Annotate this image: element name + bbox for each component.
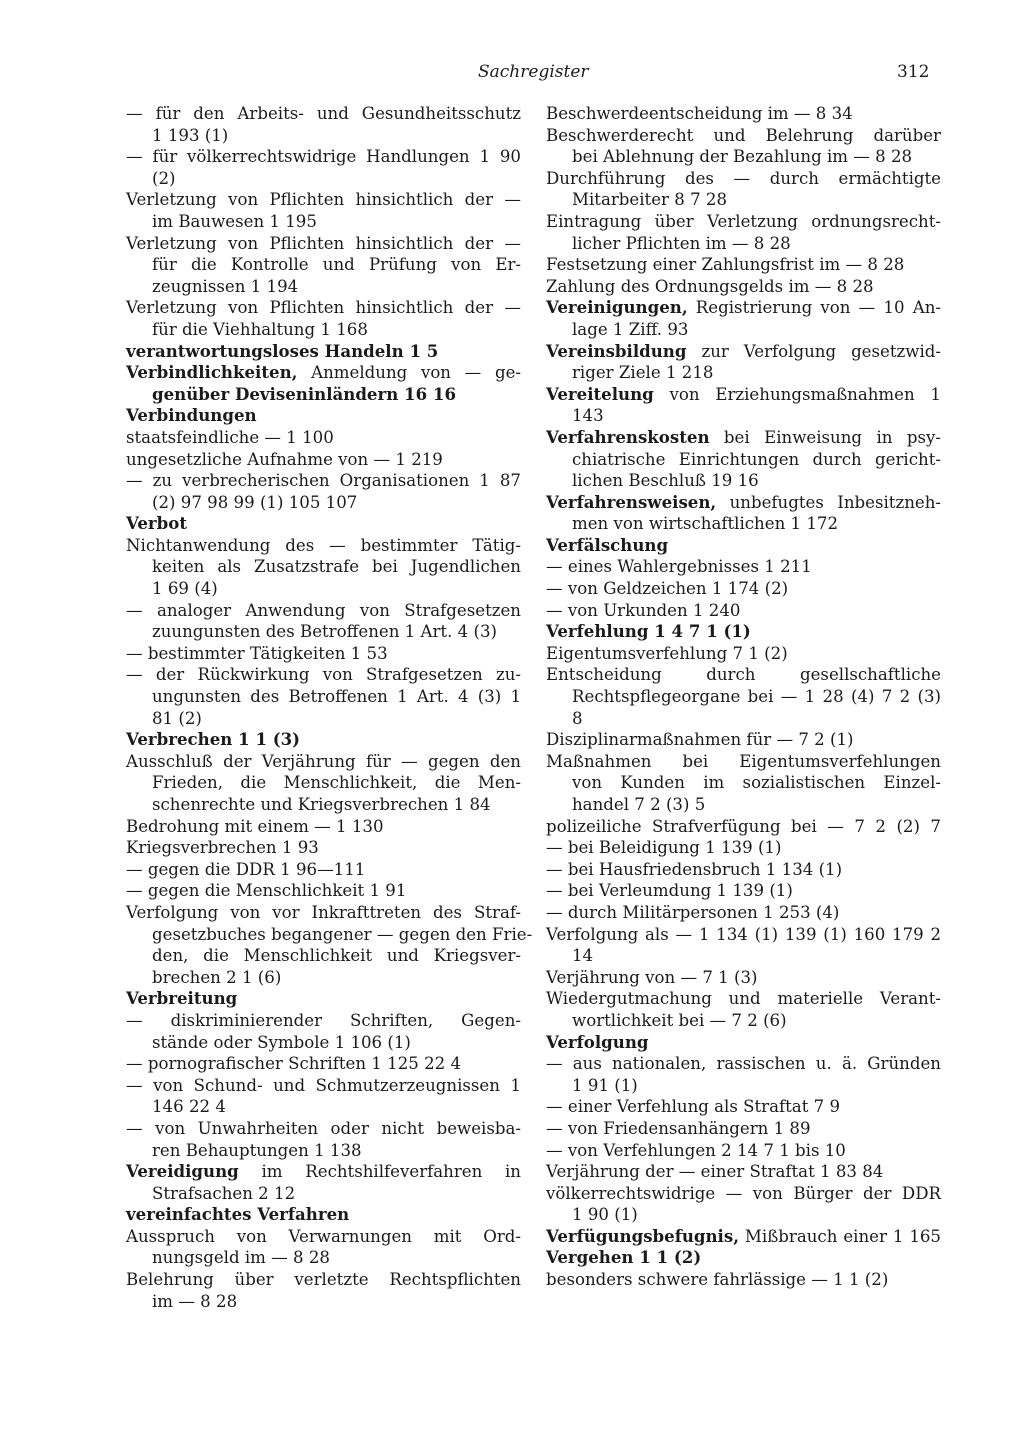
entry-text: Eintragung über Verletzung ordnungsrecht-	[546, 211, 941, 231]
index-entry-line	[126, 449, 521, 471]
index-entry-line	[126, 794, 521, 816]
index-entry-line	[126, 1096, 521, 1118]
entry-text: unbefugtes Inbesitzneh-	[716, 492, 941, 512]
index-entry-line	[126, 297, 521, 319]
index-entry-heading-line	[126, 729, 521, 751]
entry-text: bei Ablehnung der Bezahlung im — 8 28	[572, 147, 913, 167]
entry-text: Verletzung von Pflichten hinsichtlich der —	[126, 233, 521, 253]
entry-text: nungsgeld im — 8 28	[152, 1248, 330, 1268]
index-entry-line	[126, 254, 521, 276]
entry-text: Ausschluß der Verjährung für — gegen den	[126, 751, 521, 771]
index-entry-line	[126, 859, 521, 881]
entry-text: — gegen die DDR 1 96—111	[126, 859, 366, 879]
entry-text: — von Geldzeichen 1 174 (2)	[546, 579, 789, 599]
entry-text: lichen Beschluß 19 16	[572, 471, 759, 491]
entry-text: men von wirtschaftlichen 1 172	[572, 514, 839, 534]
entry-text: Ausspruch von Verwarnungen mit Ord-	[126, 1226, 521, 1246]
entry-text: — zu verbrecherischen Organisationen 1 87	[126, 471, 521, 491]
index-entry-line	[126, 643, 521, 665]
entry-text: von Erziehungsmaßnahmen 1	[653, 384, 941, 404]
entry-text: Bedrohung mit einem — 1 130	[126, 816, 384, 836]
entry-text: licher Pflichten im — 8 28	[572, 233, 791, 253]
entry-text: genüber Deviseninländern 16 16	[152, 383, 457, 404]
entry-text: 1 90 (1)	[572, 1205, 638, 1225]
entry-text: polizeiliche Strafverfügung bei — 7 2 (2) 7	[546, 816, 941, 836]
index-entry-line	[546, 816, 941, 838]
entry-text: — für den Arbeits- und Gesundheitsschutz	[126, 104, 521, 123]
index-entry-line	[546, 1161, 941, 1183]
entry-keyword: Verfügungsbefugnis,	[546, 1225, 739, 1246]
index-entry-line	[126, 427, 521, 449]
index-entry-line	[126, 319, 521, 341]
entry-text: Maßnahmen bei Eigentumsverfehlungen	[546, 751, 941, 771]
index-entry-heading-line	[546, 384, 941, 406]
index-entry-line	[546, 967, 941, 989]
entry-text: Rechtspflegeorgane bei — 1 28 (4) 7 2 (3)	[572, 687, 941, 707]
entry-text: — gegen die Menschlichkeit 1 91	[126, 881, 407, 901]
entry-text: — von Schund- und Schmutzerzeugnissen 1	[126, 1075, 521, 1095]
entry-text: zuungunsten des Betroffenen 1 Art. 4 (3)	[152, 622, 497, 642]
index-entry-heading-line	[546, 1032, 941, 1054]
index-entry-line	[546, 643, 941, 665]
entry-text: ungunsten des Betroffenen 1 Art. 4 (3) 1	[152, 687, 521, 707]
index-entry-line	[126, 621, 521, 643]
index-entry-line	[126, 880, 521, 902]
entry-keyword: Verfahrenskosten	[546, 426, 710, 447]
entry-keyword: vereinfachtes Verfahren	[126, 1204, 350, 1225]
entry-text: 143	[572, 406, 604, 426]
entry-text: Verletzung von Pflichten hinsichtlich der —	[126, 298, 521, 318]
entry-text: Nichtanwendung des — bestimmter Tätig-	[126, 535, 521, 555]
entry-text: — pornografischer Schriften 1 125 22 4	[126, 1054, 462, 1074]
running-header-title: Sachregister	[478, 62, 589, 82]
index-entry-heading-line	[126, 1161, 521, 1183]
index-entry-heading-line	[126, 988, 521, 1010]
entry-keyword: Vergehen 1 1 (2)	[546, 1247, 702, 1268]
entry-text: zur Verfolgung gesetzwid-	[686, 341, 941, 361]
entry-text: — für völkerrechtswidrige Handlungen 1 90	[126, 147, 521, 167]
entry-text: 8	[572, 708, 583, 728]
index-entry-line	[546, 1269, 941, 1291]
entry-text: brechen 2 1 (6)	[152, 967, 282, 987]
entry-text: bei Einweisung in psy-	[709, 427, 941, 447]
index-entry-line	[126, 751, 521, 773]
index-entry-line	[126, 945, 521, 967]
index-entry-line	[546, 1075, 941, 1097]
index-entry-line	[546, 578, 941, 600]
entry-text: — bestimmter Tätigkeiten 1 53	[126, 643, 388, 663]
entry-text: Verfolgung von vor Inkrafttreten des Straf-	[126, 902, 521, 922]
entry-text: — von Friedensanhängern 1 89	[546, 1118, 811, 1138]
entry-text: Durchführung des — durch ermächtigte	[546, 168, 941, 188]
index-entry-line	[546, 708, 941, 730]
index-entry-line	[126, 1247, 521, 1269]
entry-text: (2)	[152, 168, 176, 188]
index-entry-line	[546, 1204, 941, 1226]
index-entry-line	[546, 1118, 941, 1140]
index-entry-line	[546, 470, 941, 492]
index-entry-line	[546, 168, 941, 190]
index-entry-line	[126, 902, 521, 924]
index-entry-heading-line	[546, 427, 941, 449]
index-entry-line	[546, 1183, 941, 1205]
entry-text: lage 1 Ziff. 93	[572, 319, 689, 339]
index-entry-line	[126, 1291, 521, 1313]
index-entry-line	[126, 1032, 521, 1054]
entry-text: — eines Wahlergebnisses 1 211	[546, 557, 812, 577]
index-entry-line	[126, 211, 521, 233]
entry-text: Kriegsverbrechen 1 93	[126, 838, 319, 858]
index-entry-line	[126, 1075, 521, 1097]
entry-text: Zahlung des Ordnungsgelds im — 8 28	[546, 276, 874, 296]
entry-text: Verjährung von — 7 1 (3)	[546, 967, 758, 987]
index-entry-line	[126, 168, 521, 190]
entry-text: riger Ziele 1 218	[572, 363, 714, 383]
index-entry-line	[126, 686, 521, 708]
entry-text: — von Unwahrheiten oder nicht beweisba-	[126, 1118, 521, 1138]
entry-text: ren Behauptungen 1 138	[152, 1140, 362, 1160]
index-entry-line	[546, 945, 941, 967]
index-entry-line	[546, 988, 941, 1010]
index-entry-line	[546, 146, 941, 168]
entry-keyword: Verbindungen	[126, 405, 257, 426]
entry-text: von Kunden im sozialistischen Einzel-	[572, 773, 941, 793]
entry-keyword: Vereitelung	[546, 383, 654, 404]
index-entry-line	[546, 449, 941, 471]
entry-keyword: Verfahrensweisen,	[546, 491, 717, 512]
entry-keyword: Verfehlung 1 4 7 1 (1)	[546, 621, 751, 642]
index-entry-line	[126, 578, 521, 600]
entry-keyword: verantwortungsloses Handeln 1 5	[126, 340, 439, 361]
index-entry-line	[546, 924, 941, 946]
entry-text: Registrierung von — 10 An-	[687, 298, 941, 318]
index-entry-line	[546, 103, 941, 125]
index-entry-line	[546, 1140, 941, 1162]
entry-text: — bei Hausfriedensbruch 1 134 (1)	[546, 859, 843, 879]
entry-text: — bei Verleumdung 1 139 (1)	[546, 881, 793, 901]
right-index-column	[546, 103, 941, 1291]
entry-text: Mitarbeiter 8 7 28	[572, 190, 728, 210]
index-entry-line	[546, 1096, 941, 1118]
index-entry-line	[546, 233, 941, 255]
entry-text: ungesetzliche Aufnahme von — 1 219	[126, 449, 443, 469]
index-entry-line	[546, 1010, 941, 1032]
entry-text: — einer Verfehlung als Straftat 7 9	[546, 1097, 841, 1117]
index-entry-line	[546, 686, 941, 708]
index-entry-line	[546, 772, 941, 794]
entry-text: 14	[572, 946, 594, 966]
index-entry-line	[126, 492, 521, 514]
entry-text: staatsfeindliche — 1 100	[126, 427, 334, 447]
index-entry-line	[126, 556, 521, 578]
index-entry-line	[546, 276, 941, 298]
index-entry-line	[126, 816, 521, 838]
entry-text: — diskriminierender Schriften, Gegen-	[126, 1010, 521, 1030]
entry-text: Beschwerdeentscheidung im — 8 34	[546, 104, 853, 123]
entry-text: Strafsachen 2 12	[152, 1183, 296, 1203]
index-entry-line	[546, 362, 941, 384]
entry-text: im Rechtshilfeverfahren in	[238, 1162, 521, 1182]
entry-text: Beschwerderecht und Belehrung darüber	[546, 125, 941, 145]
index-entry-line	[546, 319, 941, 341]
entry-text: gesetzbuches begangener — gegen den Frie-	[152, 924, 533, 944]
index-entry-line	[126, 189, 521, 211]
index-entry-line	[126, 146, 521, 168]
index-entry-line	[126, 1269, 521, 1291]
index-entry-line	[546, 211, 941, 233]
index-entry-heading-line	[126, 1204, 521, 1226]
index-entry-line	[126, 1226, 521, 1248]
entry-text: 1 69 (4)	[152, 579, 218, 599]
entry-text: Festsetzung einer Zahlungsfrist im — 8 28	[546, 255, 905, 275]
page-number: 312	[897, 62, 930, 82]
index-entry-line	[546, 405, 941, 427]
entry-text: den, die Menschlichkeit und Kriegsver-	[152, 946, 521, 966]
entry-text: 146 22 4	[152, 1097, 226, 1117]
index-entry-heading-line	[546, 535, 941, 557]
index-entry-line	[546, 556, 941, 578]
entry-text: im Bauwesen 1 195	[152, 211, 317, 231]
index-entry-heading-line	[546, 492, 941, 514]
entry-text: Verfolgung als — 1 134 (1) 139 (1) 160 179 2	[546, 924, 941, 944]
index-entry-line	[126, 1118, 521, 1140]
entry-text: — durch Militärpersonen 1 253 (4)	[546, 902, 840, 922]
entry-text: — analoger Anwendung von Strafgesetzen	[126, 600, 521, 620]
index-entry-line	[546, 664, 941, 686]
entry-keyword: Vereinigungen,	[546, 297, 688, 318]
entry-text: — von Verfehlungen 2 14 7 1 bis 10	[546, 1140, 846, 1160]
index-entry-line	[546, 125, 941, 147]
entry-text: zeugnissen 1 194	[152, 276, 299, 296]
entry-text: Wiedergutmachung und materielle Verant-	[546, 989, 941, 1009]
index-entry-line	[126, 1010, 521, 1032]
index-entry-line	[126, 924, 533, 946]
index-entry-line	[126, 837, 521, 859]
entry-text: wortlichkeit bei — 7 2 (6)	[572, 1010, 787, 1030]
entry-text: Anmeldung von — ge-	[297, 363, 521, 383]
index-entry-line	[546, 254, 941, 276]
entry-text: Mißbrauch einer 1 165	[738, 1226, 941, 1246]
index-entry-heading-line	[546, 341, 941, 363]
entry-keyword: Verfälschung	[546, 534, 669, 555]
entry-text: Entscheidung durch gesellschaftliche	[546, 665, 941, 685]
entry-keyword: Verfolgung	[546, 1031, 649, 1052]
entry-text: stände oder Symbole 1 106 (1)	[152, 1032, 411, 1052]
entry-text: (2) 97 98 99 (1) 105 107	[152, 492, 358, 512]
index-entry-line	[546, 513, 941, 535]
entry-keyword: Verbrechen 1 1 (3)	[126, 729, 301, 750]
entry-text: Belehrung über verletzte Rechtspflichten	[126, 1270, 521, 1290]
index-entry-line	[546, 837, 941, 859]
index-entry-line	[546, 600, 941, 622]
entry-text: Verjährung der — einer Straftat 1 83 84	[546, 1162, 884, 1182]
index-entry-line	[126, 384, 521, 406]
index-entry-heading-line	[126, 513, 521, 535]
index-entry-line	[126, 233, 521, 255]
index-entry-line	[126, 664, 521, 686]
entry-keyword: Verbot	[126, 513, 187, 534]
index-entry-heading-line	[546, 1247, 941, 1269]
entry-text: besonders schwere fahrlässige — 1 1 (2)	[546, 1270, 889, 1290]
index-entry-heading-line	[546, 621, 941, 643]
entry-text: 1 193 (1)	[152, 125, 229, 145]
entry-keyword: Verbreitung	[126, 988, 238, 1009]
entry-text: völkerrechtswidrige — von Bürger der DDR	[546, 1183, 941, 1203]
left-index-column	[126, 103, 533, 1312]
entry-text: handel 7 2 (3) 5	[572, 795, 706, 814]
index-entry-heading-line	[546, 297, 941, 319]
index-entry-line	[546, 1053, 941, 1075]
index-entry-line	[546, 189, 941, 211]
index-entry-line	[546, 859, 941, 881]
entry-keyword: Verbindlichkeiten,	[126, 362, 298, 383]
entry-text: chiatrische Einrichtungen durch gericht-	[572, 449, 941, 469]
entry-text: keiten als Zusatzstrafe bei Jugendlichen	[152, 557, 521, 577]
entry-text: — von Urkunden 1 240	[546, 600, 741, 620]
index-entry-heading-line	[126, 405, 521, 427]
entry-text: — aus nationalen, rassischen u. ä. Gründen	[546, 1054, 941, 1074]
index-entry-line	[126, 103, 521, 125]
index-entry-line	[126, 470, 521, 492]
entry-text: Eigentumsverfehlung 7 1 (2)	[546, 643, 788, 663]
index-entry-line	[126, 1140, 521, 1162]
index-entry-line	[126, 708, 521, 730]
entry-text: Verletzung von Pflichten hinsichtlich der —	[126, 190, 521, 210]
index-entry-heading-line	[126, 341, 521, 363]
entry-text: für die Viehhaltung 1 168	[152, 319, 368, 339]
entry-text: für die Kontrolle und Prüfung von Er-	[152, 255, 521, 275]
entry-text: — der Rückwirkung von Strafgesetzen zu-	[126, 665, 521, 685]
index-entry-line	[546, 880, 941, 902]
index-entry-line	[126, 535, 521, 557]
entry-text: Frieden, die Menschlichkeit, die Men-	[152, 773, 521, 793]
entry-text: im — 8 28	[152, 1291, 238, 1311]
index-entry-line	[126, 772, 521, 794]
index-entry-line	[546, 729, 941, 751]
index-entry-line	[126, 1053, 521, 1075]
index-entry-line	[126, 967, 521, 989]
index-entry-line	[126, 1183, 521, 1205]
index-entry-line	[546, 794, 941, 816]
index-entry-line	[546, 902, 941, 924]
entry-keyword: Vereidigung	[126, 1161, 239, 1182]
index-entry-heading-line	[126, 362, 521, 384]
entry-text: 81 (2)	[152, 708, 202, 728]
index-entry-line	[126, 276, 521, 298]
index-entry-line	[546, 751, 941, 773]
entry-text: — bei Beleidigung 1 139 (1)	[546, 838, 782, 858]
entry-keyword: Vereinsbildung	[546, 340, 687, 361]
index-entry-heading-line	[546, 1226, 941, 1248]
entry-text: Disziplinarmaßnahmen für — 7 2 (1)	[546, 730, 854, 750]
index-entry-line	[126, 125, 521, 147]
entry-text: 1 91 (1)	[572, 1075, 638, 1095]
index-entry-line	[126, 600, 521, 622]
entry-text: schenrechte und Kriegsverbrechen 1 84	[152, 795, 491, 814]
